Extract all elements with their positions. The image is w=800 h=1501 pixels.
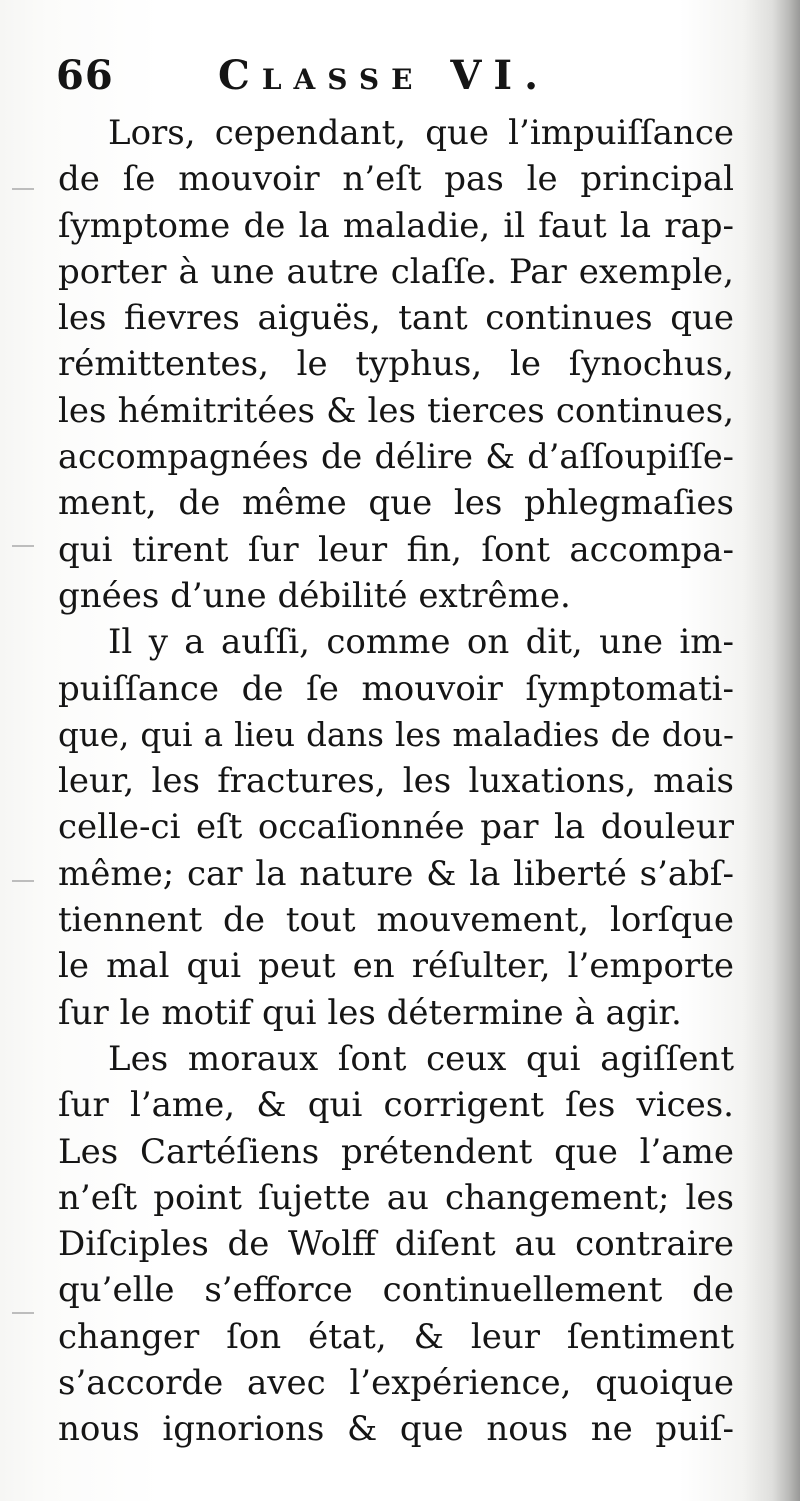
running-title: Classe VI.	[218, 52, 551, 99]
text-line: n’eſt point ſujette au changement; les	[58, 1177, 734, 1218]
margin-mark	[12, 188, 34, 190]
text-line: puiſſance de ſe mouvoir ſymptomati-	[58, 668, 734, 709]
text-line: tiennent de tout mouvement, lorſque	[58, 900, 734, 941]
text-line: ment, de même que les phlegmaſies	[58, 483, 734, 524]
text-line: Les Cartéſiens prétendent que l’ame	[58, 1131, 734, 1172]
body-text	[58, 110, 734, 1453]
text-line: de ſe mouvoir n’eſt pas le principal	[58, 159, 734, 200]
text-line: les fievres aiguës, tant continues que	[58, 298, 734, 339]
text-line: celle-ci eſt occaſionnée par la douleur	[58, 807, 734, 848]
text-line: le mal qui peut en réſulter, l’emporte	[58, 946, 734, 987]
text-line: nous ignorions & que nous ne puiſ-	[58, 1409, 734, 1450]
text-line: leur, les fractures, les luxations, mais	[58, 761, 734, 802]
text-line: accompagnées de délire & d’aſſoupiſſe-	[58, 437, 734, 477]
text-line: gnées d’une débilité extrême.	[58, 575, 571, 616]
text-line: ſur le motif qui les détermine à agir.	[58, 992, 682, 1033]
text-line: qu’elle s’efforce continuellement de	[58, 1270, 734, 1311]
margin-mark	[12, 880, 34, 882]
text-line: rémittentes, le typhus, le ſynochus,	[58, 344, 734, 385]
margin-mark	[12, 545, 34, 547]
text-line: changer ſon état, & leur ſentiment	[58, 1316, 734, 1357]
text-line: ſymptome de la maladie, il faut la rap-	[58, 205, 734, 246]
text-line: que, qui a lieu dans les maladies de dou-	[58, 715, 734, 754]
text-line: qui tirent ſur leur fin, ſont accompa-	[58, 529, 734, 570]
page-edge-shadow	[772, 0, 800, 1501]
text-line: ſur l’ame, & qui corrigent ſes vices.	[58, 1085, 734, 1126]
text-line: Lors, cependant, que l’impuiſſance	[108, 113, 734, 153]
text-line: Les moraux ſont ceux qui agiſſent	[108, 1038, 734, 1079]
page-number: 66	[56, 52, 114, 99]
page-header	[56, 52, 756, 102]
text-line: même; car la nature & la liberté s’abſ-	[58, 853, 734, 894]
text-line: s’accorde avec l’expérience, quoique	[58, 1363, 734, 1404]
margin-mark	[12, 1312, 34, 1314]
text-line: Diſciples de Wolff diſent au contraire	[58, 1224, 734, 1265]
text-line: Il y a auſſi, comme on dit, une im-	[108, 622, 734, 663]
text-line: porter à une autre claſſe. Par exemple,	[58, 251, 734, 292]
text-line: les hémitritées & les tierces continues,	[58, 390, 734, 431]
